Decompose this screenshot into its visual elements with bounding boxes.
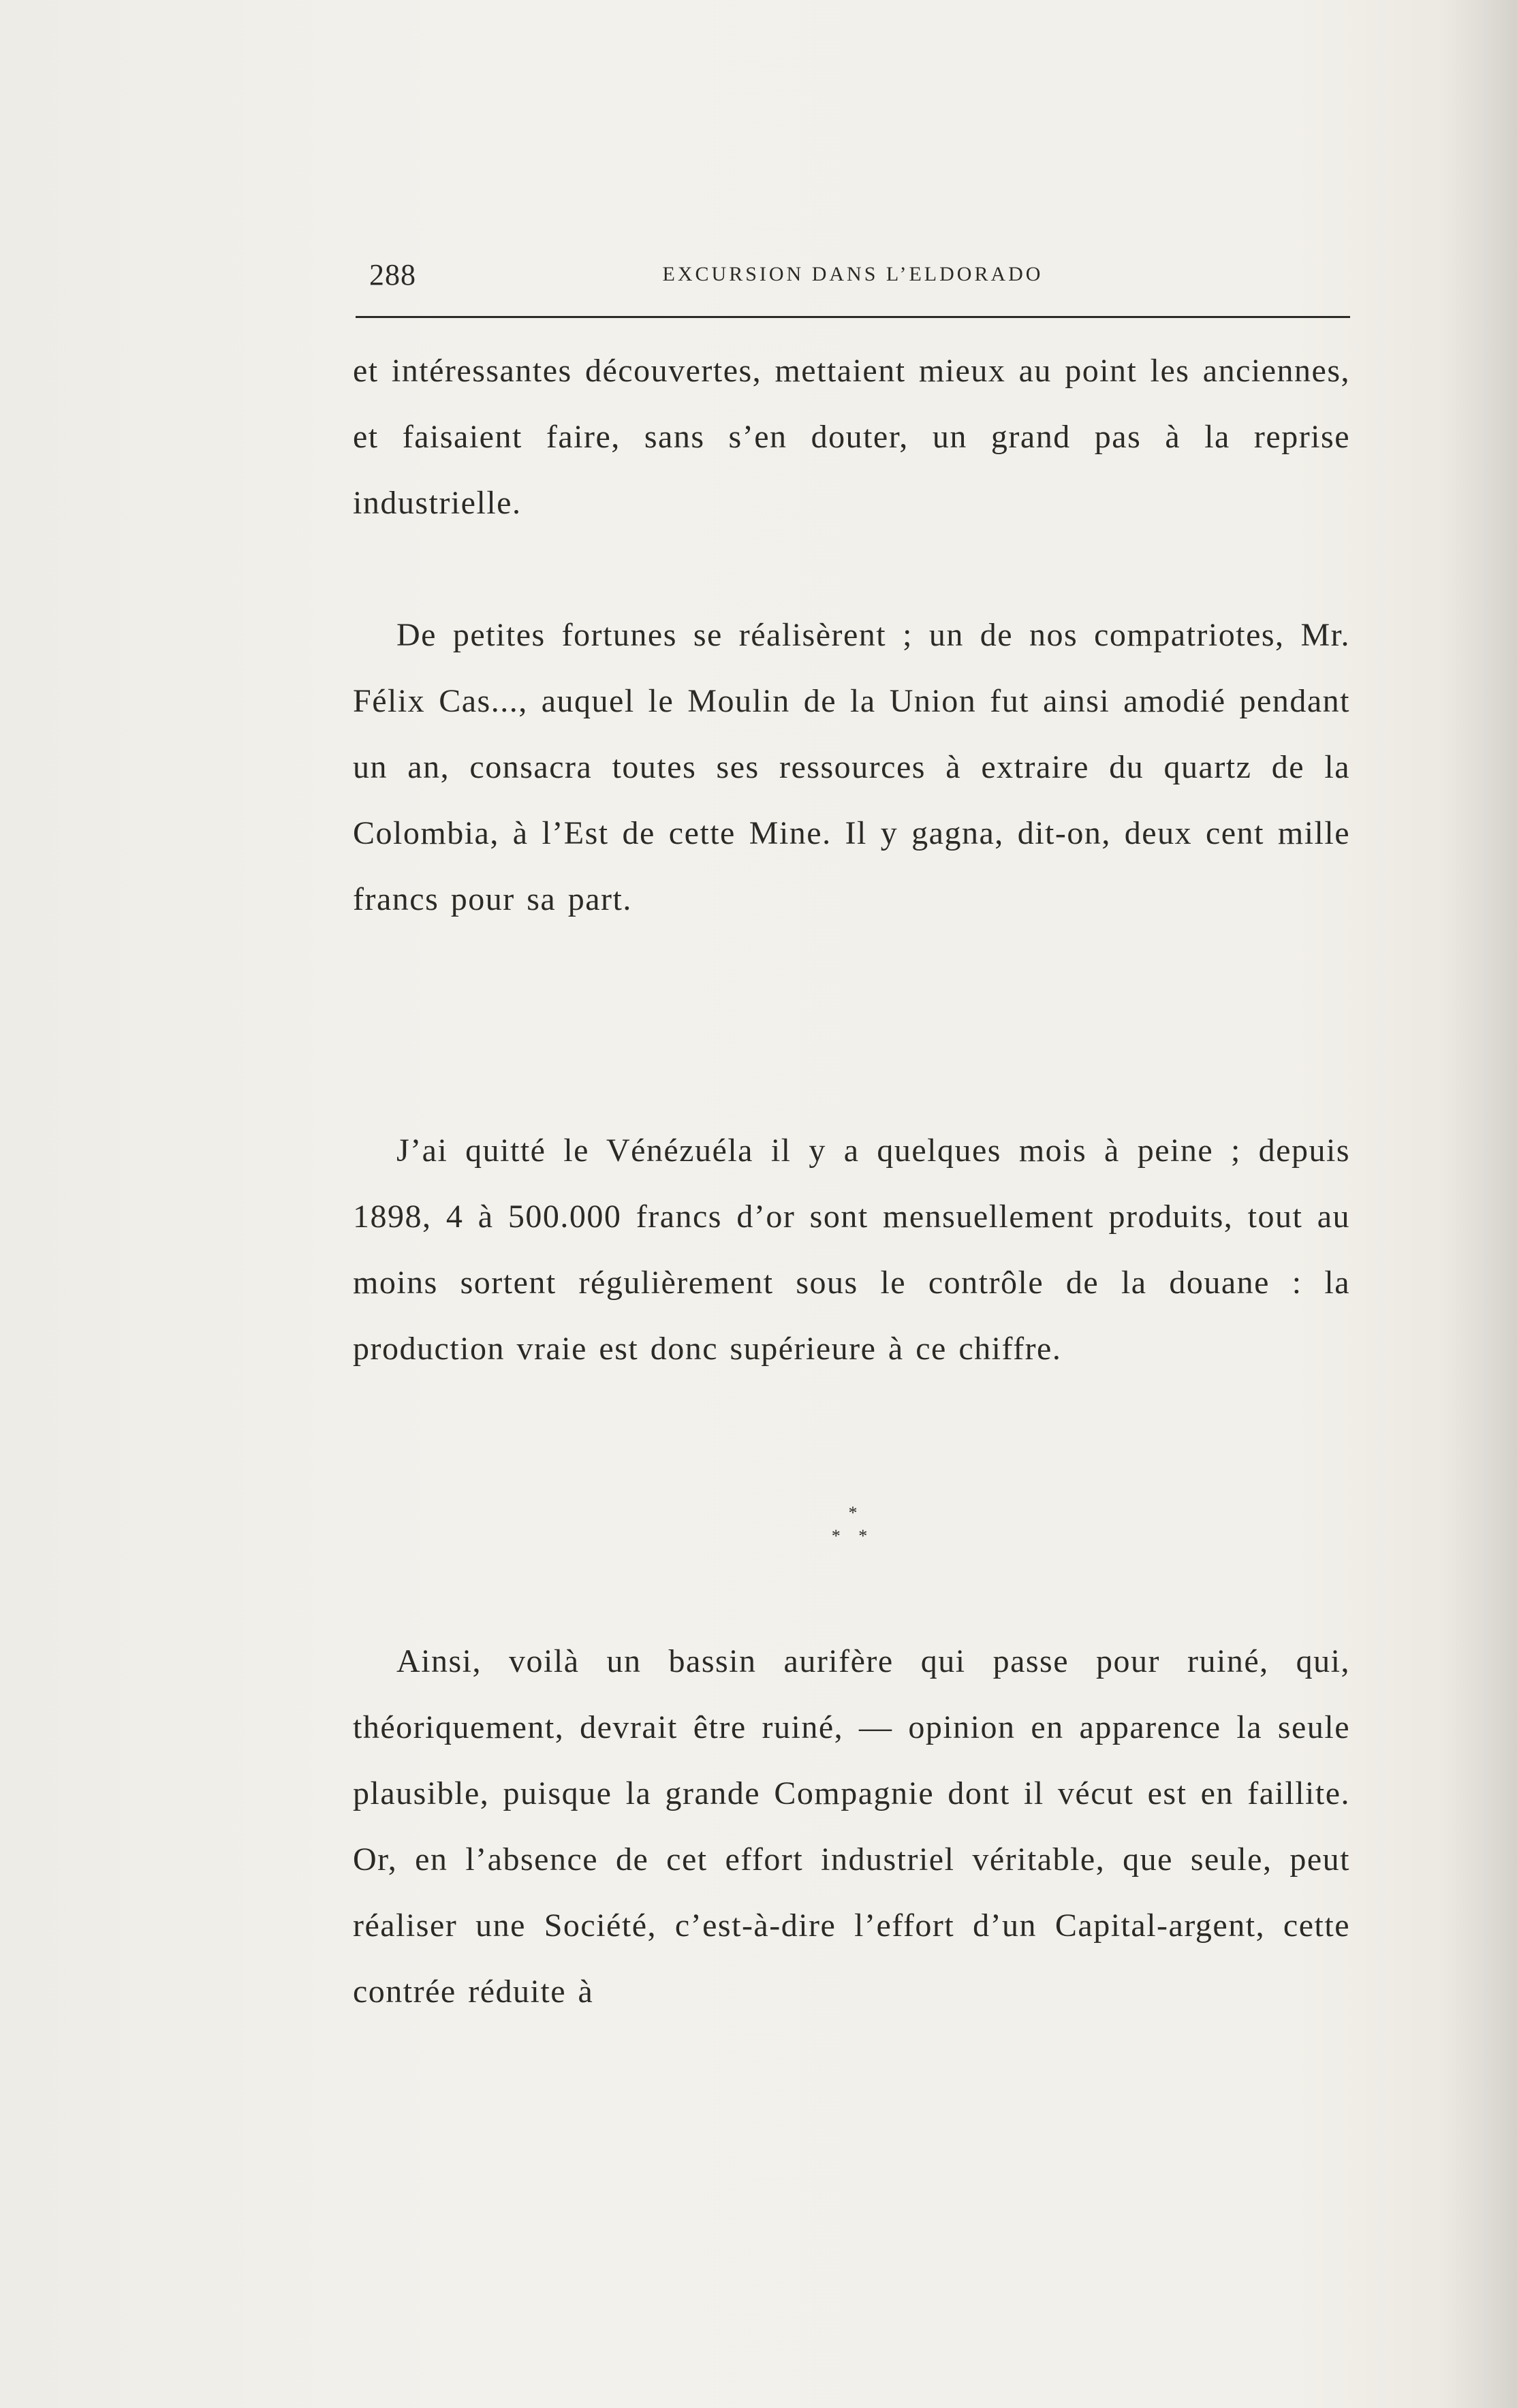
header-rule [356, 316, 1350, 318]
page-gutter-shadow [1442, 0, 1517, 2408]
paragraph-1: et intéressantes découvertes, mettaient mieux au point les anciennes, et faisaient faire, sans s’en douter, un grand pas à la reprise industrielle. [353, 353, 1350, 521]
section-ornament [356, 1502, 1350, 1556]
paragraph-2-block [353, 602, 1350, 932]
paragraph-4: Ainsi, voilà un bassin aurifère qui passe pour ruiné, qui, théoriquement, devrait être ruiné, — opinion en apparence la seule plausible, puisque la grande Compagnie dont il vécut est en faillite. Or, en l’absence de cet effort industriel véritable, que seule, peut réaliser une Société, c’est-à-dire l’effort d’un Capital-argent, cette contrée réduite à [353, 1643, 1350, 2010]
page-header [356, 257, 1350, 305]
paragraph-1-block [353, 338, 1350, 536]
page-number: 288 [369, 258, 416, 291]
paragraph-3-block [353, 1118, 1350, 1382]
paragraph-3: J’ai quitté le Vénézuéla il y a quelques mois à peine ; depuis 1898, 4 à 500.000 francs d’or sont mensuellement produits, tout au moins sortent régulièrement sous le contrôle de la douane : la production vraie est donc supérieure à ce chiffre. [353, 1132, 1350, 1367]
paragraph-4-block [353, 1628, 1350, 2025]
asterism-top: * [848, 1503, 858, 1523]
asterism-bottom: * * [831, 1526, 875, 1546]
running-head: EXCURSION DANS L’ELDORADO [662, 263, 1044, 285]
paragraph-2: De petites fortunes se réalisèrent ; un de nos compatriotes, Mr. Félix Cas..., auquel le Moulin de la Union fut ainsi amodié pendant un an, consacra toutes ses ressources à extraire du quartz de la Colombia, à l’Est de cette Mine. Il y gagna, dit-on, deux cent mille francs pour sa part. [353, 617, 1350, 917]
